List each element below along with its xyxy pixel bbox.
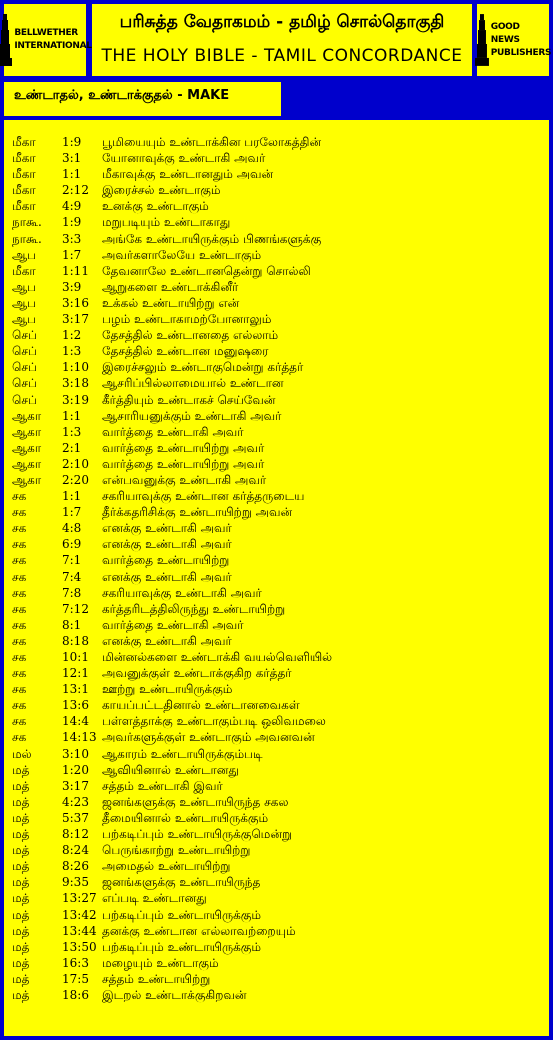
logo-right-panel — [477, 4, 552, 76]
entry-text: தனக்கு உண்டான எல்லாவற்றையும் — [102, 923, 296, 938]
entry-reference: 1:9 — [62, 215, 82, 230]
entry-book: சக — [12, 569, 27, 584]
entry-book: ஆகா — [12, 456, 42, 471]
entry-reference: 7:8 — [62, 585, 82, 600]
entry-reference: 1:7 — [62, 247, 82, 262]
entry-reference: 13:44 — [62, 923, 97, 938]
entry-text: மழையும் உண்டாகும் — [102, 955, 219, 970]
entry-reference: 3:18 — [62, 376, 89, 391]
entry-reference: 1:1 — [62, 167, 82, 182]
entry-reference: 2:10 — [62, 456, 89, 471]
entry-reference: 3:19 — [62, 392, 89, 407]
entry-book: செப் — [12, 344, 37, 359]
entry-book: மத் — [12, 907, 30, 922]
entry-text: ஆசரிப்பில்லாமையால் உண்டான — [102, 376, 284, 391]
entry-book: சக — [12, 633, 27, 648]
entry-book: மத் — [12, 794, 30, 809]
entry-reference: 18:6 — [62, 987, 89, 1002]
entry-text: தீமையினால் உண்டாயிருக்கும் — [102, 810, 269, 825]
good-news-logo — [477, 4, 552, 76]
entry-book: மீகா — [12, 263, 36, 278]
entry-book: மத் — [12, 891, 30, 906]
tower-icon — [475, 14, 489, 66]
entry-text: ஜனங்களுக்கு உண்டாயிருந்த சகல — [102, 794, 289, 809]
entry-text: எனக்கு உண்டாகி அவர் — [102, 633, 232, 648]
entry-text: யோனாவுக்கு உண்டாகி அவர் — [102, 151, 266, 166]
logo-left-panel — [4, 4, 92, 76]
entry-reference: 1:7 — [62, 505, 82, 520]
word-panel — [4, 82, 281, 116]
entry-reference: 1:3 — [62, 344, 82, 359]
entry-book: ஆப — [12, 279, 37, 294]
entry-text: மின்னல்களை உண்டாக்கி வயல்வெளியில் — [102, 650, 333, 664]
entry-text: மறுபடியும் உண்டாகாது — [102, 215, 231, 230]
entry-text: தீர்க்கதரிசிக்கு உண்டாயிற்று அவன் — [102, 505, 293, 520]
entry-text: எனக்கு உண்டாகி அவர் — [102, 521, 232, 536]
entry-book: மத் — [12, 955, 30, 970]
entry-book: சக — [12, 521, 27, 536]
entry-reference: 2:1 — [62, 440, 82, 455]
entry-text: பழம் உண்டாகாமற்போனாலும் — [102, 312, 272, 327]
entry-reference: 13:42 — [62, 907, 97, 922]
entry-text: பற்கடிப்பும் உண்டாயிருக்கும் — [102, 907, 261, 922]
entry-text: வார்த்தை உண்டாகி அவர் — [102, 424, 244, 439]
entry-book: சக — [12, 601, 27, 616]
entry-book: சக — [12, 650, 27, 664]
entry-book: செப் — [12, 392, 37, 407]
entry-text: அமைதல் உண்டாயிற்று — [102, 859, 231, 874]
entry-text: சத்தம் உண்டாயிற்று — [102, 971, 211, 986]
title-english: THE HOLY BIBLE - TAMIL CONCORDANCE — [101, 46, 463, 66]
entry-text: பற்கடிப்பும் உண்டாயிருக்குமென்று — [102, 827, 293, 842]
entry-reference: 1:20 — [62, 762, 89, 777]
entry-text: வார்த்தை உண்டாயிற்று — [102, 553, 230, 568]
entry-book: மத் — [12, 827, 30, 842]
entry-book: ஆப — [12, 295, 37, 310]
entry-book: சக — [12, 730, 27, 745]
word-heading: உண்டாதல், உண்டாக்குதல் - MAKE — [14, 88, 230, 103]
entry-book: சக — [12, 585, 27, 600]
entry-reference: 2:12 — [62, 183, 89, 198]
entry-book: செப் — [12, 328, 37, 343]
entry-book: ஆகா — [12, 440, 42, 455]
entry-book: நாகூ. — [12, 231, 42, 246]
entry-reference: 8:12 — [62, 827, 89, 842]
title-panel — [92, 4, 472, 76]
entry-book: மத் — [12, 778, 30, 793]
entry-book: ஆகா — [12, 424, 42, 439]
entry-reference: 7:12 — [62, 601, 89, 616]
entry-reference: 8:18 — [62, 633, 89, 648]
title-tamil: பரிசுத்த வேதாகமம் - தமிழ் சொல்தொகுதி — [119, 12, 445, 32]
entry-text: வார்த்தை உண்டாயிற்று அவர் — [102, 456, 265, 471]
entry-text: இரைச்சல் உண்டாகும் — [102, 183, 221, 198]
entry-text: எனக்கு உண்டாகி அவர் — [102, 569, 232, 584]
entry-text: சகரியாவுக்கு உண்டாகி அவர் — [102, 585, 262, 600]
entry-text: பற்கடிப்பும் உண்டாயிருக்கும் — [102, 939, 261, 954]
entry-reference: 13:50 — [62, 939, 97, 954]
entry-text: அங்கே உண்டாயிருக்கும் பிணங்களுக்கு — [102, 231, 322, 246]
logo-left-line-2: INTERNATIONAL — [14, 41, 92, 51]
entry-text: தேவனாலே உண்டானதென்று சொல்லி — [102, 263, 311, 278]
entry-reference: 10:1 — [62, 650, 89, 664]
entry-text: எனக்கு உண்டாகி அவர் — [102, 537, 232, 552]
entry-text: கீர்த்தியும் உண்டாகச் செய்வேன் — [102, 392, 276, 407]
entry-book: சக — [12, 698, 27, 713]
entry-text: அவர்களாலேயே உண்டாகும் — [102, 247, 262, 262]
entry-text: ஆசாரியனுக்கும் உண்டாகி அவர் — [102, 408, 282, 423]
entry-reference: 7:4 — [62, 569, 82, 584]
entry-text: என்பவனுக்கு உண்டாகி அவர் — [102, 472, 267, 487]
concordance-panel — [4, 120, 549, 1036]
entry-book: மத் — [12, 987, 30, 1002]
entry-reference: 1:1 — [62, 408, 82, 423]
entry-book: மத் — [12, 859, 30, 874]
entry-book: மத் — [12, 810, 30, 825]
entry-text: இடறல் உண்டாக்குகிறவன் — [102, 987, 247, 1002]
entry-book: மத் — [12, 939, 30, 954]
entry-reference: 16:3 — [62, 955, 89, 970]
entry-reference: 9:35 — [62, 875, 89, 890]
entry-book: நாகூ. — [12, 215, 42, 230]
entry-reference: 12:1 — [62, 666, 89, 681]
entry-text: கர்த்தரிடத்திலிருந்து உண்டாயிற்று — [102, 601, 286, 616]
entry-book: சக — [12, 505, 27, 520]
entry-book: மீகா — [12, 135, 36, 149]
entry-text: பள்ளத்தாக்கு உண்டாகும்படி ஒலிவமலை — [102, 714, 326, 729]
entry-reference: 1:3 — [62, 424, 82, 439]
entry-reference: 1:11 — [62, 263, 89, 278]
entry-reference: 3:17 — [62, 778, 89, 793]
entry-reference: 14:4 — [62, 714, 89, 729]
entry-reference: 14:13 — [62, 730, 97, 745]
entry-text: ஜனங்களுக்கு உண்டாயிருந்த — [102, 875, 261, 890]
entry-text: அவர்களுக்குள் உண்டாகும் அவனவன் — [102, 730, 315, 745]
entry-book: மத் — [12, 923, 30, 938]
entry-reference: 13:6 — [62, 698, 89, 713]
entry-text: ஆறுகளை உண்டாக்கினீர் — [102, 279, 239, 294]
entry-book: சக — [12, 666, 27, 681]
entry-reference: 8:1 — [62, 617, 82, 632]
entry-text: எப்படி உண்டானது — [102, 891, 207, 906]
logo-right-line-2: PUBLISHERS — [490, 47, 552, 58]
entry-text: பூமியையும் உண்டாக்கின பரலோகத்தின் — [102, 135, 322, 149]
entry-reference: 6:9 — [62, 537, 82, 552]
entry-text: வார்த்தை உண்டாயிற்று அவர் — [102, 440, 265, 455]
entry-reference: 7:1 — [62, 553, 82, 568]
tower-icon — [0, 14, 12, 66]
entry-text: சத்தம் உண்டாகி இவர் — [102, 778, 223, 793]
entry-text: உக்கல் உண்டாயிற்று என் — [102, 295, 240, 310]
entry-text: தேசத்தில் உண்டானதை எல்லாம் — [102, 328, 279, 343]
logo-right-line-1: GOOD NEWS — [490, 21, 520, 45]
entry-reference: 1:10 — [62, 360, 89, 375]
entry-reference: 4:23 — [62, 794, 89, 809]
entry-text: உனக்கு உண்டாகும் — [102, 199, 209, 214]
entry-reference: 5:37 — [62, 810, 89, 825]
entry-reference: 3:17 — [62, 312, 89, 327]
entry-book: மீகா — [12, 167, 36, 182]
entry-reference: 2:20 — [62, 472, 89, 487]
entry-book: ஆகா — [12, 472, 42, 487]
entry-book: செப் — [12, 360, 37, 375]
entry-book: சக — [12, 617, 27, 632]
entry-text: சகரியாவுக்கு உண்டான கர்த்தருடைய — [102, 489, 305, 504]
entry-book: சக — [12, 489, 27, 504]
entry-reference: 1:2 — [62, 328, 82, 343]
bellwether-logo — [4, 4, 92, 76]
entry-text: வார்த்தை உண்டாகி அவர் — [102, 617, 244, 632]
entry-text: ஊற்று உண்டாயிருக்கும் — [102, 682, 233, 697]
entry-reference: 13:1 — [62, 682, 89, 697]
entry-text: இரைச்சலும் உண்டாகுமென்று கர்த்தர் — [102, 360, 304, 375]
entry-reference: 4:9 — [62, 199, 82, 214]
entry-reference: 4:8 — [62, 521, 82, 536]
entry-book: சக — [12, 537, 27, 552]
entry-book: மத் — [12, 843, 30, 858]
entry-text: தேசத்தில் உண்டான மனுஷரை — [102, 344, 269, 359]
entry-text: அவனுக்குள் உண்டாக்குகிற கர்த்தர் — [102, 666, 292, 681]
entry-reference: 3:10 — [62, 746, 89, 761]
entry-book: சக — [12, 682, 27, 697]
entry-text: மீகாவுக்கு உண்டானதும் அவன் — [102, 167, 274, 182]
entry-book: மீகா — [12, 151, 36, 166]
entry-reference: 8:26 — [62, 859, 89, 874]
entry-book: ஆப — [12, 312, 37, 327]
entry-book: மத் — [12, 971, 30, 986]
entry-text: பெருங்காற்று உண்டாயிற்று — [102, 843, 251, 858]
entry-book: ஆப — [12, 247, 37, 262]
entry-text: ஆவியினால் உண்டானது — [102, 762, 239, 777]
entry-reference: 3:9 — [62, 279, 82, 294]
entry-book: சக — [12, 714, 27, 729]
entry-reference: 1:9 — [62, 135, 82, 149]
entry-reference: 8:24 — [62, 843, 89, 858]
entry-book: மீகா — [12, 199, 36, 214]
entry-text: காயப்பட்டதினால் உண்டானவைகள் — [102, 698, 300, 713]
entry-book: மத் — [12, 875, 30, 890]
logo-left-line-1: BELLWETHER — [14, 28, 78, 38]
entry-reference: 1:1 — [62, 489, 82, 504]
entry-book: மீகா — [12, 183, 36, 198]
entry-book: மத் — [12, 762, 30, 777]
entry-book: ஆகா — [12, 408, 42, 423]
entry-book: செப் — [12, 376, 37, 391]
entry-text: ஆகாரம் உண்டாயிருக்கும்படி — [102, 746, 263, 761]
entry-reference: 17:5 — [62, 971, 89, 986]
entry-reference: 13:27 — [62, 891, 97, 906]
entry-reference: 3:3 — [62, 231, 82, 246]
entry-book: சக — [12, 553, 27, 568]
entry-book: மல் — [12, 746, 32, 761]
entry-reference: 3:1 — [62, 151, 82, 166]
entry-reference: 3:16 — [62, 295, 89, 310]
